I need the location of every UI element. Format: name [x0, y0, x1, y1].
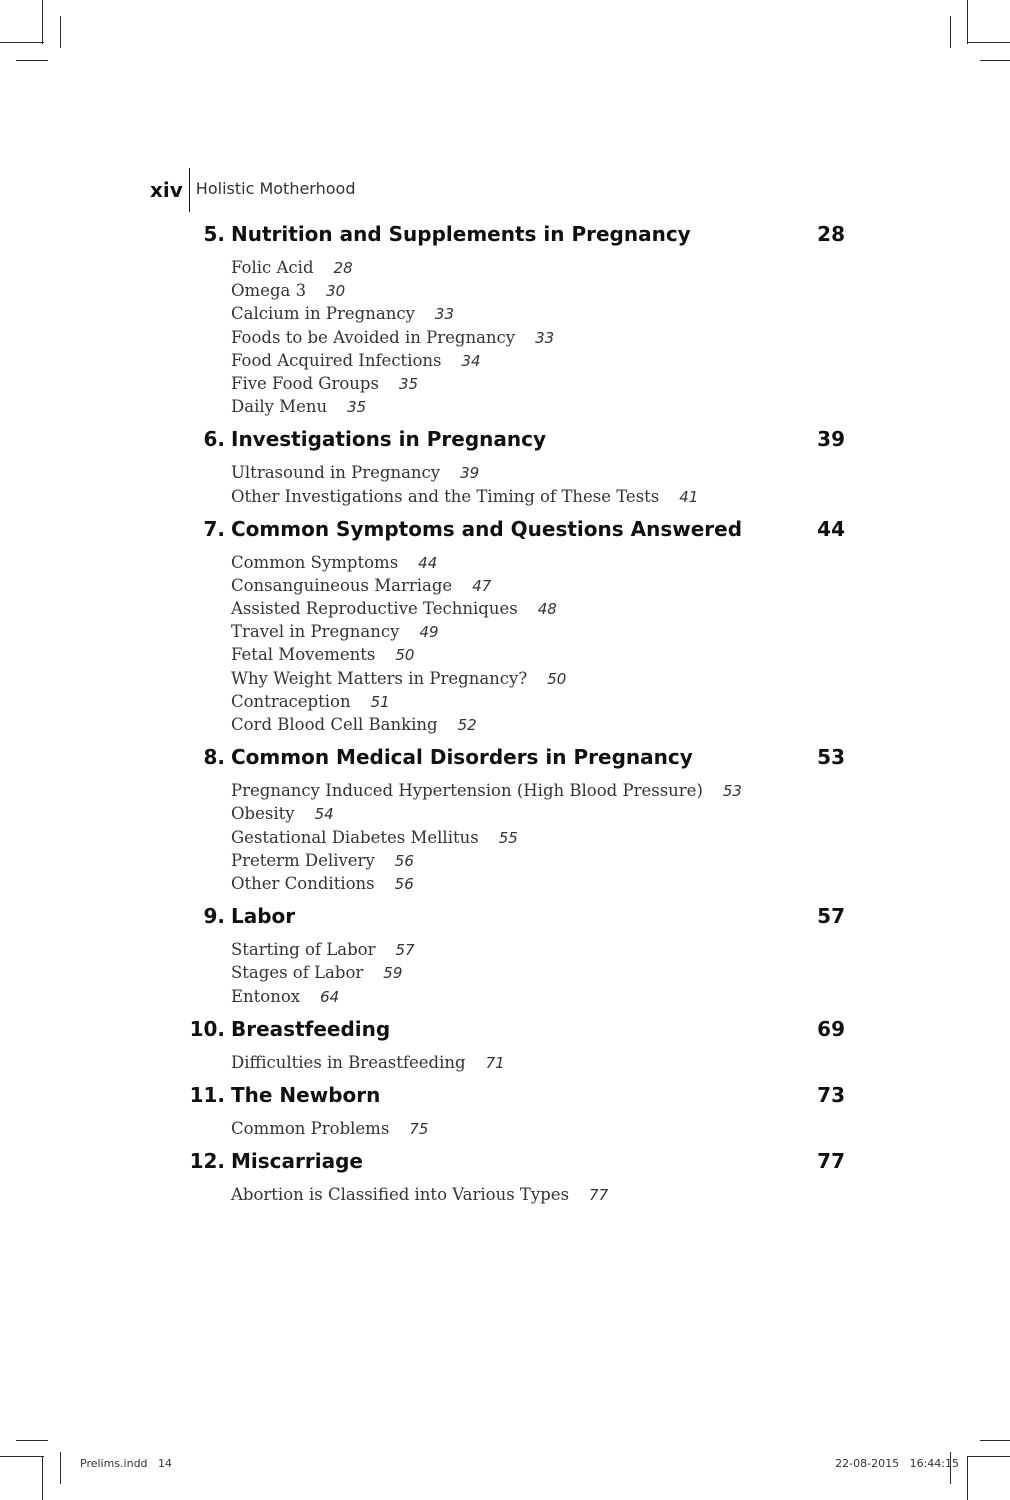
chapter-number: 10. — [189, 1016, 225, 1041]
topic-entry[interactable] — [231, 574, 845, 597]
crop-mark — [967, 1456, 968, 1500]
topic-entry[interactable] — [231, 256, 845, 279]
topic-page-number: 56 — [394, 874, 414, 893]
topic-title: Pregnancy Induced Hypertension (High Blood Pressure) — [231, 781, 703, 801]
topic-page-number: 33 — [434, 305, 454, 324]
chapter-number: 8. — [203, 745, 225, 770]
topic-entry[interactable] — [231, 372, 845, 395]
slug-timestamp: 22-08-2015 16:44:15 — [835, 1457, 959, 1470]
topic-page-number: 33 — [535, 328, 555, 347]
topic-title: Contraception — [231, 691, 351, 711]
chapter-page-number: 39 — [817, 427, 845, 452]
topic-title: Fetal Movements — [231, 645, 376, 665]
chapter-number: 7. — [203, 516, 225, 541]
topic-list — [185, 551, 845, 737]
topic-title: Gestational Diabetes Mellitus — [231, 827, 479, 847]
topic-entry[interactable] — [231, 1183, 845, 1206]
running-head — [150, 168, 355, 212]
topic-list — [185, 1183, 845, 1206]
crop-mark — [0, 1456, 44, 1457]
toc-chapter — [185, 222, 845, 418]
chapter-number: 6. — [203, 427, 225, 452]
topic-entry[interactable] — [231, 395, 845, 418]
topic-title: Abortion is Classified into Various Types — [231, 1185, 570, 1205]
topic-entry[interactable] — [231, 326, 845, 349]
crop-mark — [980, 1440, 1010, 1441]
chapter-heading[interactable] — [185, 904, 845, 938]
topic-entry[interactable] — [231, 849, 845, 872]
toc-chapter — [185, 517, 845, 737]
topic-page-number: 48 — [537, 600, 557, 619]
crop-mark — [967, 0, 968, 44]
topic-page-number: 28 — [333, 259, 353, 277]
topic-entry[interactable] — [231, 1051, 845, 1074]
chapter-number: 5. — [203, 222, 225, 246]
topic-entry[interactable] — [231, 961, 845, 984]
chapter-heading[interactable] — [185, 222, 845, 256]
toc-chapter — [185, 1083, 845, 1140]
book-title: Holistic Motherhood — [195, 178, 356, 198]
topic-title: Difficulties in Breastfeeding — [231, 1052, 466, 1072]
topic-entry[interactable] — [231, 643, 845, 666]
crop-mark — [42, 1456, 43, 1500]
topic-entry[interactable] — [231, 690, 845, 713]
chapter-heading[interactable] — [185, 1017, 845, 1051]
topic-title: Stages of Labor — [231, 963, 364, 983]
topic-title: Food Acquired Infections — [231, 350, 442, 370]
topic-page-number: 49 — [419, 623, 439, 642]
topic-page-number: 56 — [394, 851, 414, 870]
topic-title: Assisted Reproductive Techniques — [231, 599, 518, 619]
chapter-title: The Newborn — [231, 1082, 381, 1107]
topic-entry[interactable] — [231, 826, 845, 849]
topic-page-number: 41 — [679, 487, 699, 506]
topic-page-number: 51 — [370, 692, 390, 711]
toc-chapter — [185, 1017, 845, 1074]
chapter-heading[interactable] — [185, 427, 845, 461]
topic-title: Travel in Pregnancy — [231, 622, 400, 642]
toc-chapter — [185, 904, 845, 1008]
topic-entry[interactable] — [231, 667, 845, 690]
topic-entry[interactable] — [231, 938, 845, 961]
topic-entry[interactable] — [231, 461, 845, 484]
topic-entry[interactable] — [231, 349, 845, 372]
crop-mark — [42, 0, 43, 44]
table-of-contents — [185, 222, 845, 1215]
topic-page-number: 44 — [418, 553, 438, 572]
topic-page-number: 54 — [314, 805, 334, 824]
slug-file-info: Prelims.indd 14 — [80, 1457, 173, 1470]
topic-entry[interactable] — [231, 872, 845, 895]
chapter-heading[interactable] — [185, 517, 845, 551]
topic-title: Common Symptoms — [231, 552, 399, 572]
chapter-title: Common Symptoms and Questions Answered — [231, 516, 743, 541]
topic-entry[interactable] — [231, 551, 845, 574]
crop-mark — [60, 16, 61, 48]
crop-mark — [968, 42, 1010, 43]
topic-page-number: 77 — [589, 1186, 609, 1205]
topic-title: Starting of Labor — [231, 940, 376, 960]
topic-page-number: 35 — [347, 398, 367, 417]
topic-page-number: 55 — [498, 828, 518, 847]
topic-list — [185, 1117, 845, 1140]
crop-mark — [950, 16, 951, 48]
topic-title: Five Food Groups — [231, 373, 379, 393]
chapter-page-number: 28 — [817, 222, 845, 246]
chapter-number: 11. — [189, 1082, 225, 1107]
crop-mark — [16, 1440, 48, 1441]
chapter-title: Labor — [231, 904, 296, 929]
topic-list — [185, 938, 845, 1008]
chapter-page-number: 44 — [817, 516, 845, 541]
topic-list — [185, 779, 845, 895]
crop-mark — [60, 1452, 61, 1484]
topic-page-number: 50 — [547, 669, 567, 688]
chapter-page-number: 73 — [817, 1082, 845, 1107]
topic-entry[interactable] — [231, 1117, 845, 1140]
chapter-title: Miscarriage — [231, 1149, 363, 1174]
chapter-title: Investigations in Pregnancy — [231, 427, 546, 452]
chapter-page-number: 77 — [817, 1149, 845, 1174]
topic-list — [185, 256, 845, 418]
topic-page-number: 47 — [472, 576, 492, 595]
topic-title: Other Investigations and the Timing of These Tests — [231, 486, 660, 506]
topic-page-number: 57 — [395, 941, 415, 960]
topic-page-number: 50 — [395, 646, 415, 665]
crop-mark — [0, 42, 44, 43]
chapter-number: 9. — [203, 904, 225, 929]
topic-title: Omega 3 — [231, 281, 307, 301]
topic-page-number: 35 — [398, 374, 419, 393]
topic-title: Why Weight Matters in Pregnancy? — [231, 668, 528, 688]
topic-page-number: 30 — [326, 282, 346, 301]
chapter-page-number: 57 — [817, 904, 845, 929]
chapter-title: Nutrition and Supplements in Pregnancy — [231, 222, 691, 246]
chapter-heading[interactable] — [185, 1083, 845, 1117]
crop-mark — [16, 60, 48, 61]
chapter-title: Common Medical Disorders in Pregnancy — [231, 745, 693, 770]
chapter-title: Breastfeeding — [231, 1016, 391, 1041]
crop-mark — [968, 1456, 1010, 1457]
topic-title: Daily Menu — [231, 397, 328, 417]
topic-page-number: 34 — [461, 351, 481, 370]
topic-entry[interactable] — [231, 985, 845, 1008]
topic-title: Common Problems — [231, 1118, 390, 1138]
topic-page-number: 71 — [485, 1053, 505, 1072]
topic-list — [185, 461, 845, 507]
topic-page-number: 75 — [409, 1119, 429, 1138]
topic-page-number: 39 — [460, 464, 480, 483]
topic-page-number: 59 — [383, 964, 403, 983]
topic-entry[interactable] — [231, 302, 845, 325]
chapter-number: 12. — [189, 1149, 225, 1174]
toc-chapter — [185, 745, 845, 895]
topic-entry[interactable] — [231, 485, 845, 508]
chapter-page-number: 53 — [817, 745, 845, 770]
topic-entry[interactable] — [231, 597, 845, 620]
topic-page-number: 52 — [457, 716, 477, 734]
topic-title: Folic Acid — [231, 258, 314, 277]
topic-title: Consanguineous Marriage — [231, 575, 453, 595]
topic-entry[interactable] — [231, 802, 845, 825]
topic-title: Preterm Delivery — [231, 850, 375, 870]
topic-title: Ultrasound in Pregnancy — [231, 463, 441, 483]
topic-title: Obesity — [231, 804, 295, 824]
topic-entry[interactable] — [231, 279, 845, 302]
topic-entry[interactable] — [231, 620, 845, 643]
topic-entry[interactable] — [231, 779, 845, 802]
topic-title: Calcium in Pregnancy — [231, 304, 415, 324]
topic-list — [185, 1051, 845, 1074]
topic-title: Foods to be Avoided in Pregnancy — [231, 327, 516, 347]
topic-title: Entonox — [231, 986, 301, 1006]
topic-title: Cord Blood Cell Banking — [231, 715, 438, 734]
topic-entry[interactable] — [231, 713, 845, 736]
chapter-heading[interactable] — [185, 1149, 845, 1183]
toc-chapter — [185, 1149, 845, 1206]
topic-page-number: 53 — [722, 782, 742, 801]
crop-mark — [980, 60, 1010, 61]
chapter-page-number: 69 — [817, 1016, 845, 1041]
toc-chapter — [185, 427, 845, 507]
page-folio: xiv — [150, 168, 190, 212]
topic-title: Other Conditions — [231, 873, 375, 893]
chapter-heading[interactable] — [185, 745, 845, 779]
topic-page-number: 64 — [320, 987, 340, 1006]
